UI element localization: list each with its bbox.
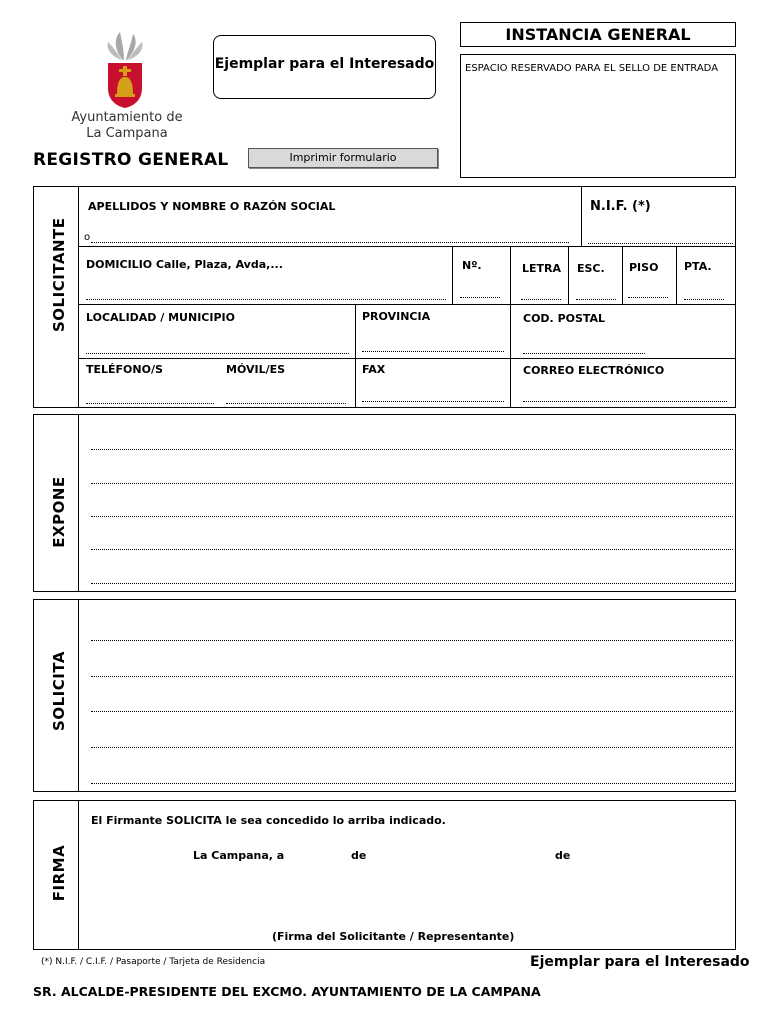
- floor-field[interactable]: [628, 297, 668, 298]
- fax-label: FAX: [362, 363, 386, 376]
- expone-section: [33, 414, 736, 592]
- solicita-label: SOLICITA: [50, 651, 68, 731]
- firma-de-1: de: [351, 849, 367, 862]
- expone-label: EXPONE: [50, 476, 68, 548]
- mobile-field[interactable]: [226, 403, 346, 404]
- addressee: SR. ALCALDE-PRESIDENTE DEL EXCMO. AYUNTAMIENTO DE LA CAMPANA: [33, 984, 541, 999]
- postal-label: COD. POSTAL: [523, 312, 606, 325]
- firma-place: La Campana, a: [193, 849, 285, 862]
- solicita-line-3[interactable]: [91, 711, 733, 712]
- stamp-area-label: ESPACIO RESERVADO PARA EL SELLO DE ENTRADA: [465, 63, 719, 74]
- form-title: INSTANCIA GENERAL: [505, 25, 691, 44]
- solicita-section: [33, 599, 736, 792]
- solicita-line-1[interactable]: [91, 640, 733, 641]
- stair-label: ESC.: [577, 262, 605, 275]
- door-field[interactable]: [684, 299, 724, 300]
- org-name-line1: Ayuntamiento de: [71, 110, 183, 125]
- province-field[interactable]: [362, 351, 504, 352]
- org-name: [62, 110, 192, 142]
- expone-line-1[interactable]: [91, 449, 733, 450]
- municipal-logo: [100, 30, 150, 110]
- stair-field[interactable]: [576, 299, 616, 300]
- expone-line-2[interactable]: [91, 483, 733, 484]
- city-label: LOCALIDAD / MUNICIPIO: [86, 311, 235, 324]
- mobile-label: MÓVIL/ES: [226, 363, 286, 376]
- floor-label: PISO: [629, 261, 659, 274]
- nif-label: N.I.F. (*): [590, 199, 651, 214]
- phone-field[interactable]: [86, 403, 214, 404]
- letter-label: LETRA: [522, 262, 562, 275]
- org-name-line2: La Campana: [86, 126, 168, 141]
- copy-label-box: [213, 35, 436, 99]
- number-field[interactable]: [460, 297, 500, 298]
- postal-field[interactable]: [523, 353, 645, 354]
- name-field[interactable]: [91, 242, 569, 243]
- door-label: PTA.: [684, 260, 712, 273]
- letter-field[interactable]: [521, 299, 561, 300]
- address-field[interactable]: [86, 299, 446, 300]
- name-marker: o: [84, 232, 91, 243]
- print-form-button[interactable]: Imprimir formulario: [248, 148, 438, 168]
- name-label: APELLIDOS Y NOMBRE O RAZÓN SOCIAL: [88, 200, 336, 213]
- number-label: Nº.: [462, 259, 482, 272]
- firma-de-2: de: [555, 849, 571, 862]
- firma-label: FIRMA: [50, 844, 68, 902]
- solicita-line-4[interactable]: [91, 747, 733, 748]
- signature-caption: (Firma del Solicitante / Representante): [272, 930, 515, 943]
- city-field[interactable]: [86, 353, 349, 354]
- copy-label: Ejemplar para el Interesado: [214, 56, 435, 72]
- province-label: PROVINCIA: [362, 310, 431, 323]
- firma-statement: El Firmante SOLICITA le sea concedido lo arriba indicado.: [91, 814, 446, 827]
- address-label: DOMICILIO Calle, Plaza, Avda,...: [86, 258, 283, 271]
- expone-line-3[interactable]: [91, 516, 733, 517]
- email-label: CORREO ELECTRÓNICO: [523, 364, 665, 377]
- email-field[interactable]: [523, 401, 727, 402]
- phone-label: TELÉFONO/S: [86, 363, 163, 376]
- footer-copy-label: Ejemplar para el Interesado: [530, 954, 750, 970]
- fax-field[interactable]: [362, 401, 504, 402]
- expone-line-5[interactable]: [91, 583, 733, 584]
- stamp-area: [460, 54, 736, 178]
- solicita-line-2[interactable]: [91, 676, 733, 677]
- footnote: (*) N.I.F. / C.I.F. / Pasaporte / Tarjeta de Residencia: [41, 957, 266, 967]
- solicitante-label: SOLICITANTE: [50, 217, 68, 332]
- form-title-box: [460, 22, 736, 47]
- coat-of-arms-icon: [100, 30, 150, 110]
- nif-field[interactable]: [588, 243, 733, 244]
- expone-line-4[interactable]: [91, 549, 733, 550]
- registry-title: REGISTRO GENERAL: [33, 150, 229, 170]
- solicita-line-5[interactable]: [91, 783, 733, 784]
